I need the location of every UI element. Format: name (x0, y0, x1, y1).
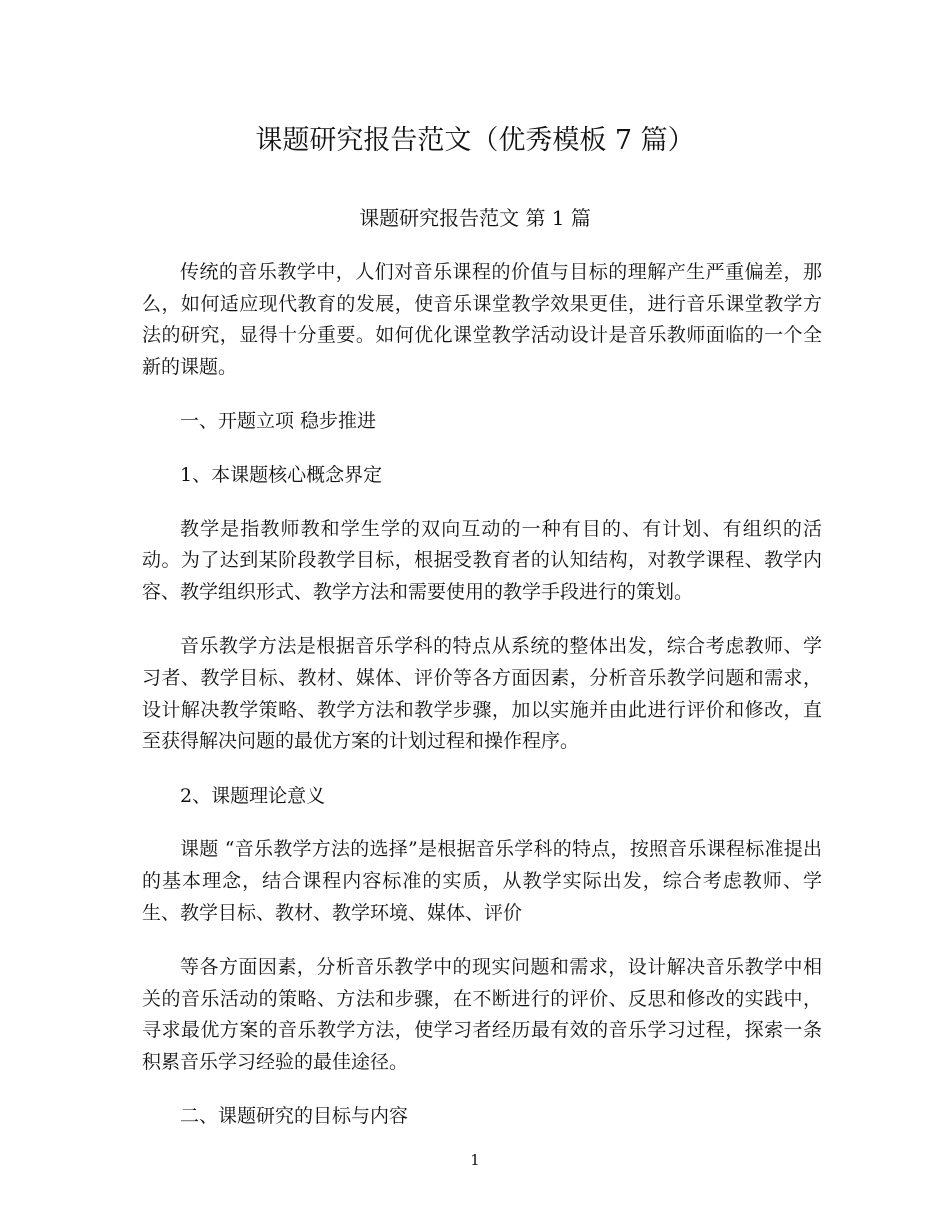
page-number: 1 (470, 1151, 480, 1169)
paragraph-music-teaching-method: 音乐教学方法是根据音乐学科的特点从系统的整体出发，综合考虑教师、学习者、教学目标、教材、媒体、评价等各方面因素，分析音乐教学问题和需求，设计解决教学策略、教学方法和教学步骤，加以实施并由此进行评价和修改，直至获得解决问题的最优方案的计划过程和操作程序。 (142, 635, 822, 753)
heading-project-initiation: 一、开题立项 稳步推进 (180, 410, 377, 433)
section-title: 课题研究报告范文 第 1 篇 (359, 206, 591, 230)
paragraph-factors-analysis: 等各方面因素，分析音乐教学中的现实问题和需求，设计解决音乐教学中相关的音乐活动的策略、方法和步骤，在不断进行的评价、反思和修改的实践中，寻求最优方案的音乐教学方法，使学习者经历最有效的音乐学习过程，探索一条积累音乐学习经验的最佳途径。 (142, 956, 822, 1073)
paragraph-intro: 传统的音乐教学中，人们对音乐课程的价值与目标的理解产生严重偏差，那么，如何适应现代教育的发展，使音乐课堂教学效果更佳，进行音乐课堂教学方法的研究，显得十分重要。如何优化课堂教学活动设计是音乐教师面临的一个全新的课题。 (142, 261, 822, 378)
heading-theoretical-significance: 2、课题理论意义 (180, 784, 326, 807)
paragraph-teaching-definition: 教学是指教师教和学生学的双向互动的一种有目的、有计划、有组织的活动。为了达到某阶段教学目标，根据受教育者的认知结构，对教学课程、教学内容、教学组织形式、教学方法和需要使用的教学手段进行的策划。 (142, 517, 822, 603)
paragraph-topic-selection: 课题 “音乐教学方法的选择”是根据音乐学科的特点，按照音乐课程标准提出的基本理念，结合课程内容标准的实质，从教学实际出发，综合考虑教师、学生、教学目标、教材、教学环境、媒体、评价 (142, 838, 822, 924)
heading-core-concept: 1、本课题核心概念界定 (180, 463, 383, 486)
document-body (142, 257, 822, 1155)
document-title: 课题研究报告范文（优秀模板 7 篇） (255, 125, 695, 156)
heading-goals-and-content: 二、课题研究的目标与内容 (180, 1105, 409, 1128)
